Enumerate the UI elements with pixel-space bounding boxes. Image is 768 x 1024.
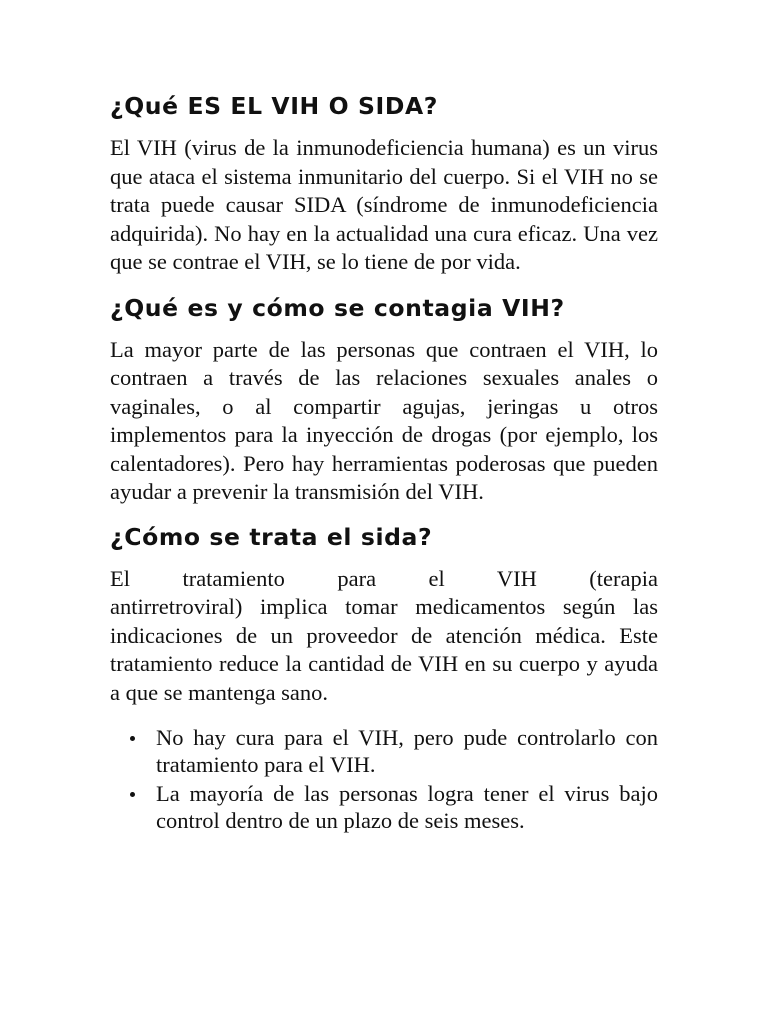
treatment-paragraph-first-line: El tratamiento para el VIH (terapia — [110, 565, 658, 591]
section-paragraph-treatment — [110, 565, 658, 708]
treatment-bullet-list — [110, 724, 658, 834]
bullet-dot-icon — [130, 736, 135, 741]
section-paragraph-transmission: La mayor parte de las personas que contraen el VIH, lo contraen a través de las relaciones sexuales anales o vaginales, o al compartir agujas, jeringas u otros implementos para la inyección de drogas (por ejemplo, los calentadores). Pero hay herramientas poderosas que pueden ayudar a prevenir la transmisión del VIH. — [110, 336, 658, 504]
bullet-text: No hay cura para el VIH, pero pude controlarlo con tratamiento para el VIH. — [156, 725, 658, 777]
bullet-dot-icon — [130, 792, 135, 797]
section-heading-treatment: ¿Cómo se trata el sida? — [110, 522, 433, 551]
treatment-paragraph-rest: antirretroviral) implica tomar medicamentos según las indicaciones de un proveedor de atención médica. Este tratamiento reduce la cantidad de VIH en su cuerpo y ayuda a que se mantenga sano. — [110, 594, 658, 705]
bullet-text: La mayoría de las personas logra tener el virus bajo control dentro de un plazo de seis meses. — [156, 781, 658, 833]
document-page — [110, 86, 658, 836]
section-heading-transmission: ¿Qué es y cómo se contagia VIH? — [110, 293, 565, 322]
section-paragraph-what-is-hiv: El VIH (virus de la inmunodeficiencia humana) es un virus que ataca el sistema inmunitario del cuerpo. Si el VIH no se trata puede causar SIDA (síndrome de inmunodeficiencia adquirida). No hay en la actualidad una cura eficaz. Una vez que se contrae el VIH, se lo tiene de por vida. — [110, 135, 658, 274]
section-heading-what-is-hiv: ¿Qué ES EL VIH O SIDA? — [110, 92, 438, 120]
bullet-item — [156, 724, 658, 778]
bullet-item — [156, 780, 658, 834]
